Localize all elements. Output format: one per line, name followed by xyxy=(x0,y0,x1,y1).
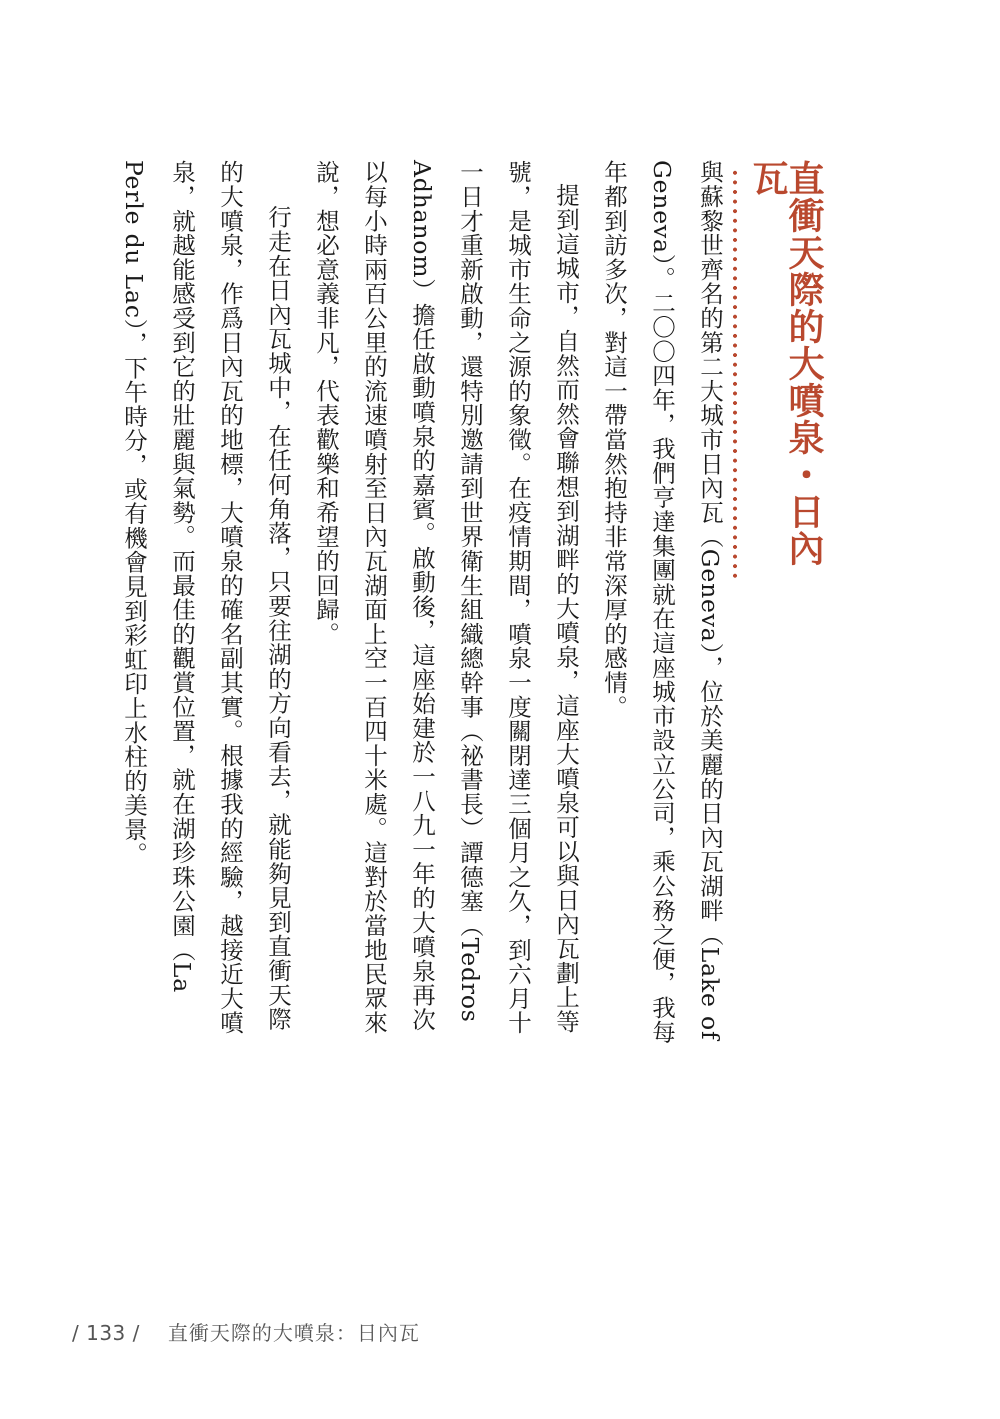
section-title: 直衝天際的大噴泉・日內瓦 xyxy=(747,160,825,567)
paragraph-3: 行走在日內瓦城中，在任何角落，只要往湖的方向看去，就能夠見到直衝天際的大噴泉，作爲日內瓦的地標，大噴泉的確名副其實。根據我的經驗，越接近大噴泉，就越能感受到它的壯麗與氣勢。而最佳的觀賞位置，就在湖珍珠公園（La Perle du Lac），下午時分，或有機會見到彩虹印上水柱的美景。 xyxy=(120,160,292,1035)
page-footer xyxy=(72,1317,420,1346)
section-heading xyxy=(732,160,825,590)
running-title: 直衝天際的大噴泉：日內瓦 xyxy=(167,1321,420,1345)
body-text xyxy=(110,160,734,1050)
paragraph-2: 提到這城市，自然而然會聯想到湖畔的大噴泉，這座大噴泉可以與日內瓦劃上等號，是城市生命之源的象徵。在疫情期間，噴泉一度關閉達三個月之久，到六月十一日才重新啟動，還特別邀請到世界衛生組織總幹事（祕書長）譚德塞（Tedros Adhanom）擔任啟動噴泉的嘉賓。啟動後，這座始建於一八九一年的大噴泉再次以每小時兩百公里的流速噴射至日內瓦湖面上空一百四十米處。這對於當地民眾來說，想必意義非凡，代表歡樂和希望的回歸。 xyxy=(312,160,580,1035)
paragraph-1: 與蘇黎世齊名的第二大城市日內瓦（Geneva），位於美麗的日內瓦湖畔（Lake of Geneva）。二〇〇四年，我們亨達集團就在這座城市設立公司，乘公務之便，我每年都到訪多次，對這一帶當然抱持非常深厚的感情。 xyxy=(600,160,724,1044)
page-number: / 133 / xyxy=(72,1321,140,1345)
